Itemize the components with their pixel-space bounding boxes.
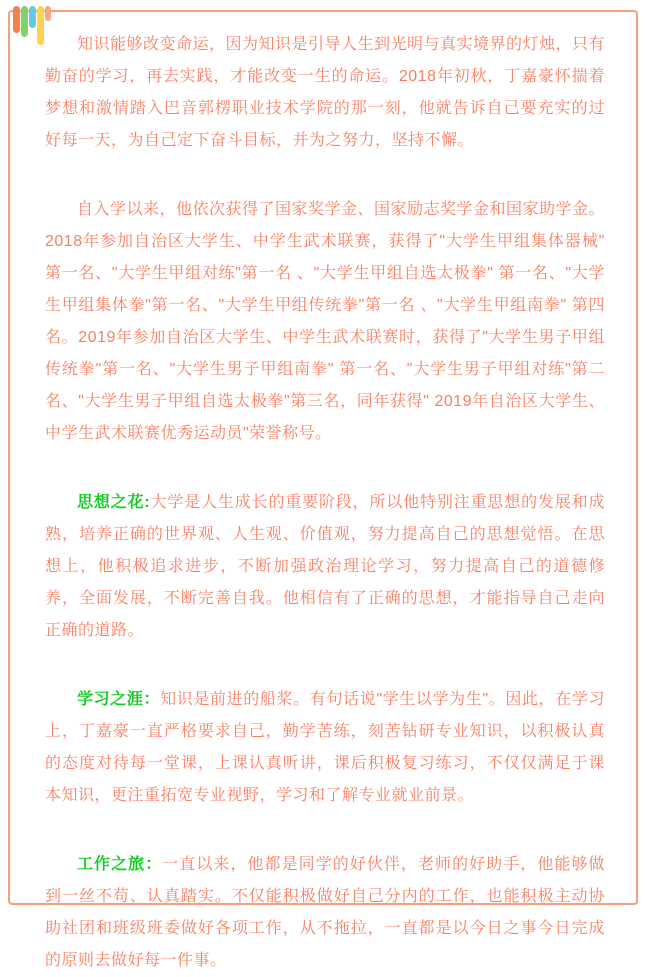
- paint-drips-icon: [13, 6, 51, 45]
- article-body: [45, 29, 605, 977]
- paragraph: [45, 684, 605, 812]
- drip-bar-salmon: [45, 6, 51, 21]
- drip-bar-orange: [13, 6, 20, 33]
- paragraph: [45, 849, 605, 977]
- section-heading: 工作之旅：: [77, 856, 163, 873]
- paragraph: [45, 487, 605, 647]
- drip-bar-green: [21, 6, 28, 37]
- drip-bar-blue: [29, 6, 36, 28]
- paragraph-text: 知识是前进的船桨。有句话说"学生以学为生"。因此，在学习上，丁嘉豪一直严格要求自己，勤学苦练，刻苦钻研专业知识，以积极认真的态度对待每一堂课，上课认真听讲，课后积极复习练习，不仅仅满足于课本知识，更注重拓宽专业视野，学习和了解专业就业前景。: [45, 691, 605, 804]
- paragraph: [45, 29, 605, 157]
- paragraph-text: 大学是人生成长的重要阶段，所以他特别注重思想的发展和成熟，培养正确的世界观、人生观、价值观，努力提高自己的思想觉悟。在思想上，他积极追求进步，不断加强政治理论学习，努力提高自己的道德修养，全面发展，不断完善自我。他相信有了正确的思想，才能指导自己走向正确的道路。: [45, 494, 605, 639]
- paragraph-text: 一直以来，他都是同学的好伙伴，老师的好助手，他能够做到一丝不苟、认真踏实。不仅能积极做好自己分内的工作，也能积极主动协助社团和班级班委做好各项工作，从不拖拉，一直都是以今日之事今日完成的原则去做好每一件事。: [45, 856, 605, 969]
- section-heading: 学习之涯：: [77, 691, 161, 708]
- paragraph-text: 知识能够改变命运，因为知识是引导人生到光明与真实境界的灯烛，只有勤奋的学习，再去实践，才能改变一生的命运。2018年初秋，丁嘉豪怀揣着梦想和激情踏入巴音郭楞职业技术学院的那一刻，他就告诉自己要充实的过好每一天，为自己定下奋斗目标，并为之努力，坚持不懈。: [45, 36, 606, 149]
- section-heading: 思想之花:: [77, 494, 151, 511]
- drip-bar-yellow: [37, 6, 44, 45]
- paragraph: [45, 194, 605, 450]
- paragraph-text: 自入学以来，他依次获得了国家奖学金、国家励志奖学金和国家助学金。2018年参加自治区大学生、中学生武术联赛，获得了"大学生甲组集体器械" 第一名、"大学生甲组对练"第一名 、"大学生甲组自选太极拳" 第一名、"大学生甲组集体拳"第一名、"大学生甲组传统拳"第一名 、"大学生甲组南拳" 第四名。2019年参加自治区大学生、中学生武术联赛时，获得了"大学生男子甲组传统拳"第一名、"大学生男子甲组南拳" 第一名、"大学生男子甲组对练"第二名、"大学生男子甲组自选太极拳"第三名，同年获得" 2019年自治区大学生、中学生武术联赛优秀运动员"荣誉称号。: [45, 201, 606, 442]
